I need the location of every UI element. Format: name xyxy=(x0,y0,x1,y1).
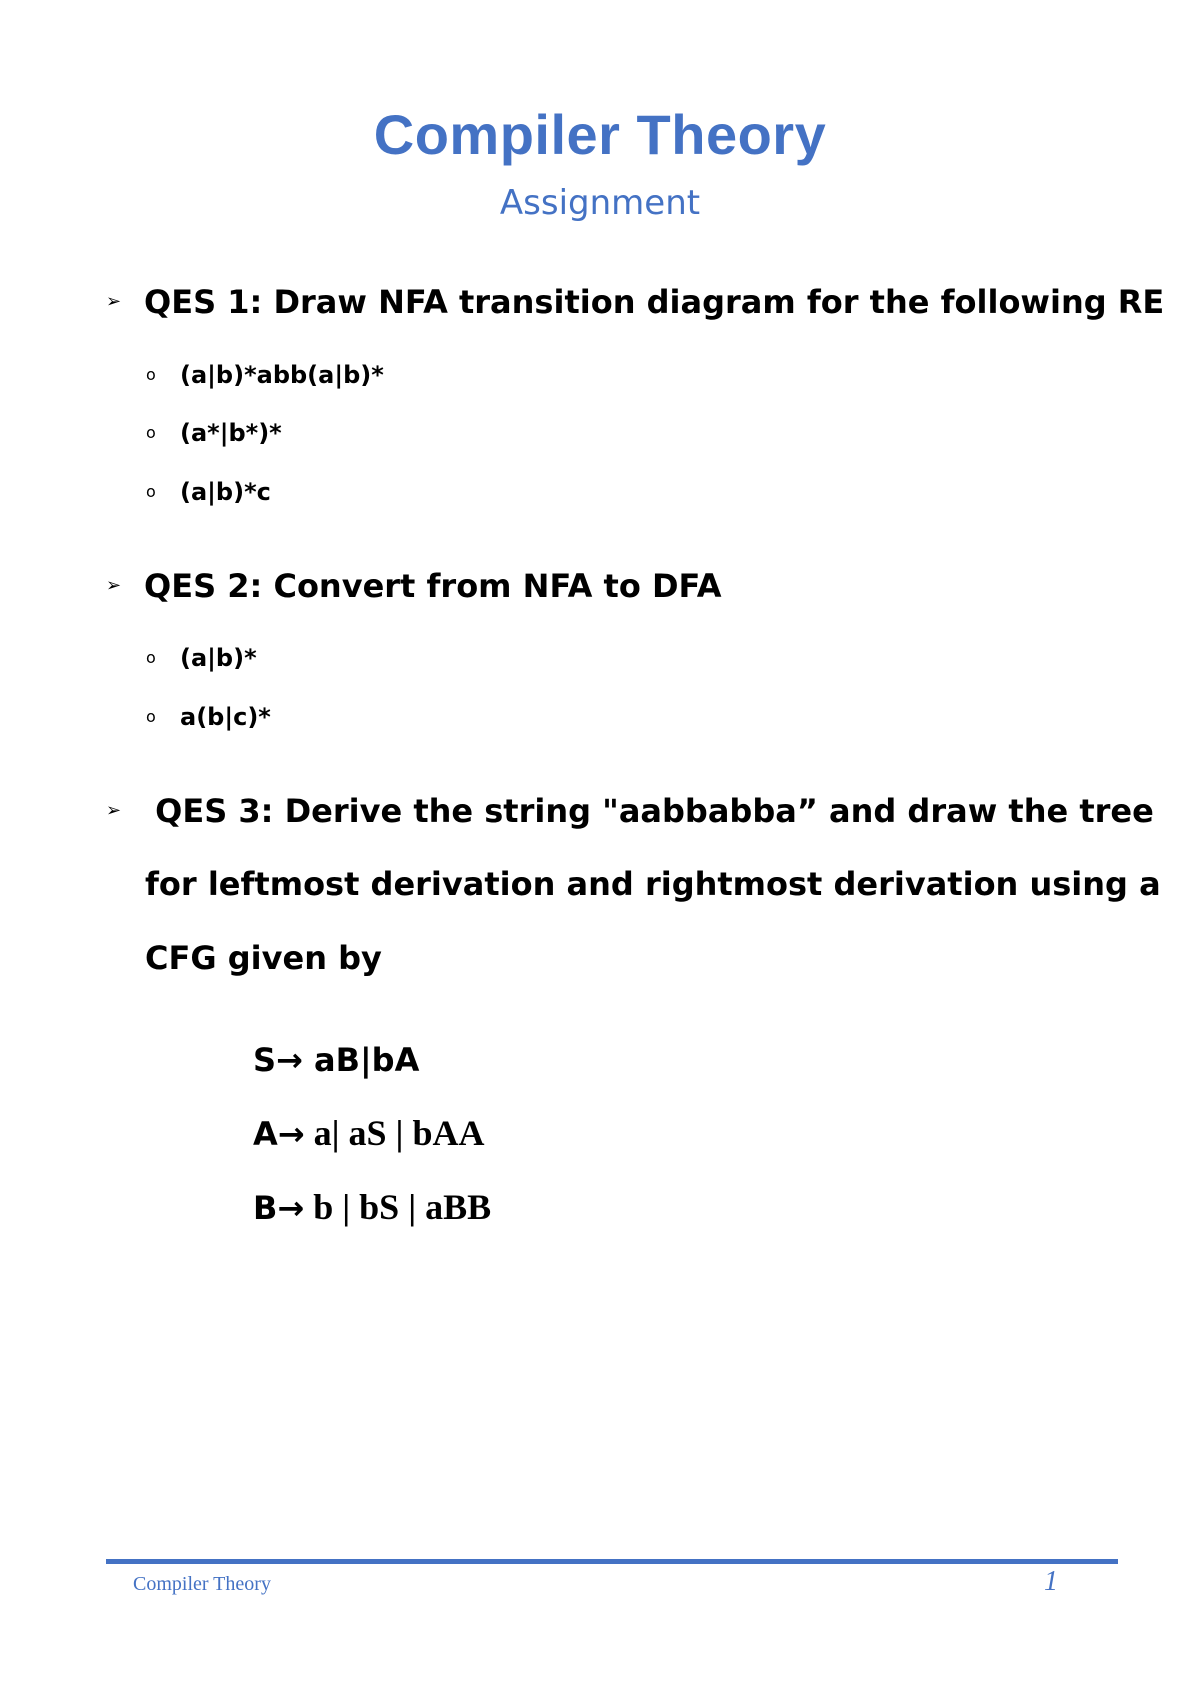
circle-bullet-icon: o xyxy=(146,423,156,442)
page-subtitle: Assignment xyxy=(499,183,701,223)
regex-item: (a|b)* xyxy=(180,644,257,672)
question-3-continuation: CFG given by xyxy=(145,939,382,977)
grammar-rule-s xyxy=(253,1036,419,1083)
grammar-rule-head: A→ xyxy=(253,1115,305,1153)
circle-bullet-icon: o xyxy=(146,707,156,726)
question-1-item xyxy=(146,415,282,452)
question-3 xyxy=(106,789,1154,835)
question-3-label: QES 3: Derive the string "aabbabba” and draw the tree xyxy=(144,792,1154,830)
regex-item: (a*|b*)* xyxy=(180,419,282,447)
circle-bullet-icon: o xyxy=(146,482,156,501)
page-number: 1 xyxy=(1044,1566,1058,1597)
grammar-rule-head: S→ aB|bA xyxy=(253,1041,420,1079)
regex-item: a(b|c)* xyxy=(180,703,271,731)
page-title: Compiler Theory xyxy=(373,103,827,166)
regex-item: (a|b)*abb(a|b)* xyxy=(180,361,384,389)
grammar-rule-a xyxy=(253,1110,484,1157)
regex-item: (a|b)*c xyxy=(180,478,271,506)
circle-bullet-icon: o xyxy=(146,365,156,384)
circle-bullet-icon: o xyxy=(146,648,156,667)
grammar-rule-body: b | bS | aBB xyxy=(304,1187,492,1227)
question-2-label: QES 2: Convert from NFA to DFA xyxy=(144,567,722,605)
question-2-item xyxy=(146,640,257,677)
question-2-item xyxy=(146,699,271,736)
arrow-bullet-icon: ➢ xyxy=(106,575,122,596)
footer-title: Compiler Theory xyxy=(133,1573,271,1595)
question-2 xyxy=(106,564,721,610)
grammar-rule-head: B→ xyxy=(253,1189,305,1227)
grammar-rule-b xyxy=(253,1184,491,1231)
question-1-item xyxy=(146,357,384,394)
question-3-continuation: for leftmost derivation and rightmost derivation using a xyxy=(145,865,1161,903)
grammar-rule-body: a| aS | bAA xyxy=(304,1113,485,1153)
footer-divider xyxy=(106,1559,1118,1564)
arrow-bullet-icon: ➢ xyxy=(106,291,122,312)
question-1-item xyxy=(146,474,271,511)
question-1 xyxy=(106,280,1164,326)
arrow-bullet-icon: ➢ xyxy=(106,800,122,821)
question-1-label: QES 1: Draw NFA transition diagram for the following RE xyxy=(144,283,1165,321)
